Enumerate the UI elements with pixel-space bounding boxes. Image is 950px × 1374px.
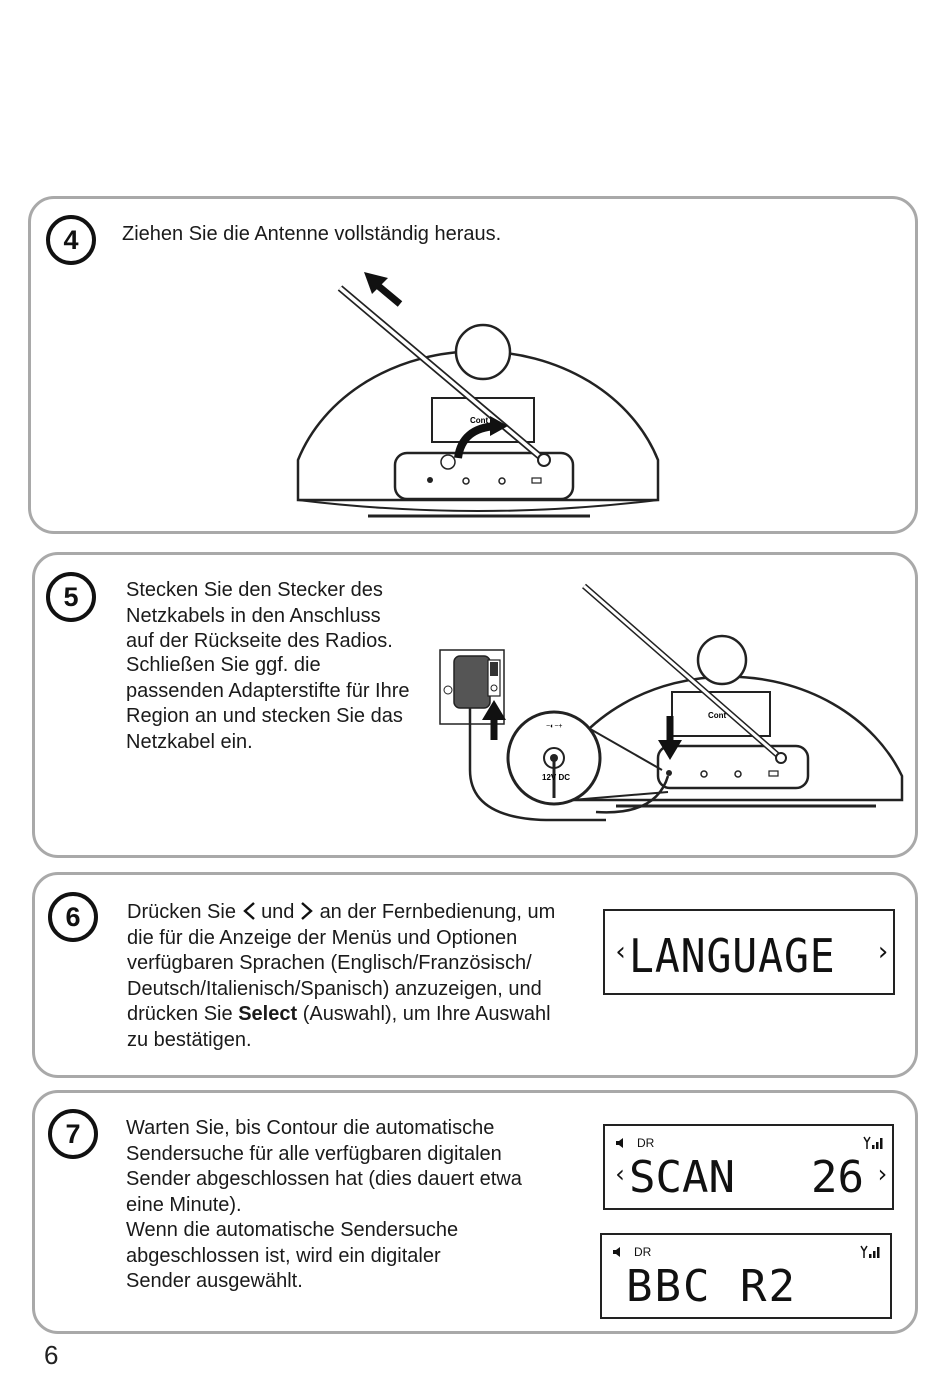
step-5-line: Schließen Sie ggf. die: [126, 654, 321, 676]
station-name: BBC R2: [626, 1261, 797, 1312]
display-left-arrow: ‹: [613, 937, 629, 967]
scan-left-arrow: ‹: [613, 1160, 628, 1188]
step-5-text-a: [126, 578, 393, 655]
step-7-line: Warten Sie, bis Contour die automatische: [126, 1117, 495, 1139]
signal-strength-icon: [863, 1136, 883, 1150]
signal-strength-icon: [860, 1245, 880, 1259]
step-6-line-1-post: an der Fernbedienung, um: [319, 901, 556, 923]
step-6-text: [127, 898, 555, 1053]
chevron-left-icon: [242, 901, 256, 921]
step-5-line: passenden Adapterstifte für Ihre: [126, 679, 410, 702]
display-right-arrow: ›: [875, 937, 891, 967]
step-5-line: Stecken Sie den Stecker des: [126, 579, 383, 601]
step-4-number: 4: [46, 215, 96, 265]
dc-socket-label: 12V DC: [542, 773, 571, 782]
step-6-number: 6: [48, 892, 98, 942]
step-7-line: abgeschlossen ist, wird ein digitaler: [126, 1244, 441, 1267]
svg-text:Cont: Cont: [470, 416, 489, 425]
step-6-line-1-pre: Drücken Sie: [127, 901, 236, 923]
display-text: LANGUAGE: [629, 929, 836, 983]
step-6-line-5-pre: drücken Sie: [127, 1003, 233, 1025]
step-7-line: Sender ausgewählt.: [126, 1270, 303, 1292]
station-display: [600, 1233, 892, 1319]
step-6-line: verfügbaren Sprachen (Englisch/Französisch/: [127, 952, 532, 974]
step-7-text: [126, 1116, 522, 1295]
page-number: 6: [44, 1340, 59, 1370]
step-6-line-5-post: (Auswahl), um Ihre Auswahl: [302, 1003, 551, 1025]
speaker-icon: [612, 1247, 624, 1257]
step-5-line: Netzkabel ein.: [126, 730, 253, 753]
dr-mode-label: DR: [637, 1136, 655, 1150]
scan-text: SCAN: [629, 1152, 735, 1203]
step-6-line-1: [127, 898, 555, 926]
step-6-line-6: zu bestätigen.: [127, 1028, 252, 1051]
speaker-icon: [615, 1138, 627, 1148]
select-keyword: Select: [238, 1003, 298, 1025]
step-7-line: Sendersuche für alle verfügbaren digitalen: [126, 1142, 502, 1165]
svg-text:Cont: Cont: [708, 711, 727, 720]
step-4-text: Ziehen Sie die Antenne vollständig heraus.: [122, 223, 502, 245]
step-6-line-1-mid: und: [261, 901, 295, 923]
step-7-line: Sender abgeschlossen hat (dies dauert etwa: [126, 1168, 522, 1190]
step-5-line: Netzkabels in den Anschluss: [126, 604, 381, 627]
step-7-number: 7: [48, 1109, 98, 1159]
step-6-line-5: [127, 1002, 555, 1028]
radio-antenna-illustration: [280, 260, 680, 525]
step-7-line: Wenn die automatische Sendersuche: [126, 1219, 459, 1241]
step-5-line: Region an und stecken Sie das: [126, 705, 403, 727]
scan-count: 26: [811, 1152, 864, 1203]
step-5-text-b: [126, 653, 410, 755]
step-5-line: auf der Rückseite des Radios.: [126, 630, 393, 652]
step-6-line: die für die Anzeige der Menüs und Optionen: [127, 926, 518, 949]
step-6-line: Deutsch/Italienisch/Spanisch) anzuzeigen, und: [127, 977, 542, 1000]
scan-right-arrow: ›: [875, 1160, 890, 1188]
dr-mode-label: DR: [634, 1245, 652, 1259]
power-connection-illustration: [436, 580, 906, 832]
step-7-line: eine Minute).: [126, 1193, 242, 1216]
chevron-right-icon: [300, 901, 314, 921]
scan-display: [603, 1124, 894, 1210]
svg-text:−◐−+: −◐−+: [546, 723, 563, 730]
step-5-number: 5: [46, 572, 96, 622]
language-display: [603, 909, 895, 995]
